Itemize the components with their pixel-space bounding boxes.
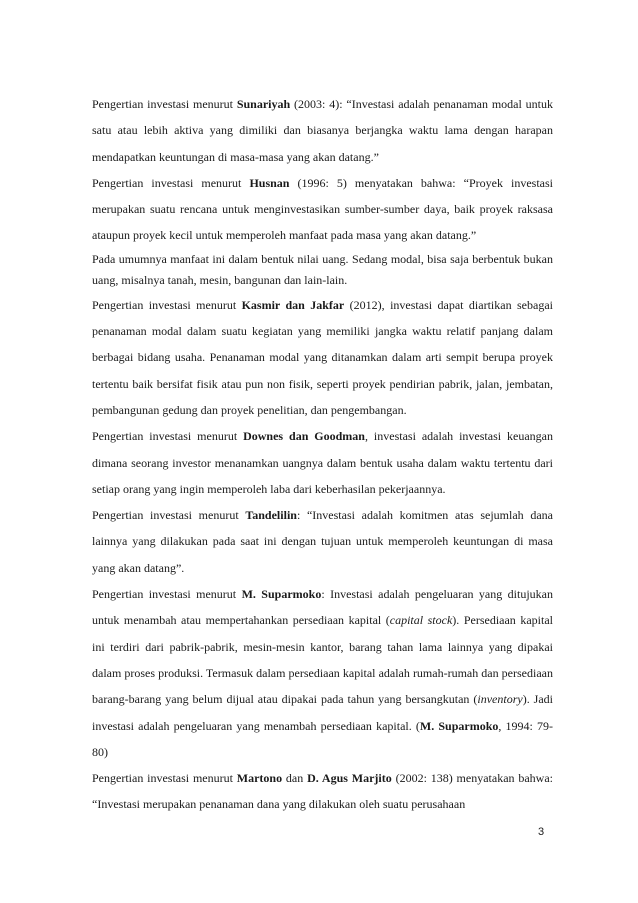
- body-text: [92, 91, 553, 818]
- author-name: Kasmir dan Jakfar: [241, 297, 345, 312]
- text-run: ). Persediaan kapital ini terdiri dari pabrik-pabrik, mesin-mesin kantor, barang tahan lama lainnya yang dipakai dalam proses produksi. Termasuk dalam persediaan kapital adalah rumah-rumah dan persediaan barang-barang yang belum dijual atau dipakai pada tahun yang bersangkutan (: [92, 613, 553, 707]
- text-run: Pengertian investasi menurut: [92, 97, 237, 111]
- author-name: D. Agus Marjito: [307, 771, 392, 786]
- author-name: Sunariyah: [236, 97, 291, 111]
- paragraph-husnan-continued: [92, 249, 553, 292]
- author-name: Martono: [236, 771, 283, 786]
- text-run: (1996: 5) menyatakan bahwa: “Proyek investasi merupakan suatu rencana untuk menginvestasikan sumber-sumber daya, baik proyek raksasa ataupun proyek kecil untuk memperoleh manfaat pada masa yang akan datang.”: [92, 175, 553, 243]
- paragraph-sunariyah: [92, 91, 553, 170]
- text-run: (2002: 138) menyatakan bahwa: “Investasi merupakan penanaman dana yang dilakukan oleh suatu perusahaan: [92, 771, 554, 812]
- text-run: (2003: 4): “Investasi adalah penanaman modal untuk satu atau lebih aktiva yang dimiliki dan biasanya berjangka waktu lama dengan harapan mendapatkan keuntungan di masa-masa yang akan datang.”: [92, 97, 553, 164]
- page-number: 3: [538, 826, 545, 838]
- text-run: dan: [282, 771, 308, 786]
- paragraph-downes-goodman: [92, 423, 553, 502]
- text-run: (2012), investasi dapat diartikan sebagai penanaman modal dalam suatu kegiatan yang memiliki jangka waktu relatif panjang dalam berbagai bidang usaha. Penanaman modal yang ditanamkan dalam arti sempit berupa proyek tertentu baik bersifat fisik atau pun non fisik, seperti proyek pendirian pabrik, jalan, jembatan, pembangunan gedung dan proyek penelitian, dan pengembangan.: [92, 297, 553, 417]
- text-run: : “Investasi adalah komitmen atas sejumlah dana lainnya yang dilakukan pada saat ini dengan tujuan untuk memperoleh keuntungan di masa yang akan datang”.: [92, 508, 553, 575]
- text-run: ). Jadi investasi adalah pengeluaran yang menambah persediaan kapital. (: [92, 692, 553, 733]
- paragraph-tandelilin: [92, 502, 553, 581]
- text-run: Pada umumnya manfaat ini dalam bentuk nilai uang. Sedang modal, bisa saja berbentuk bukan uang, misalnya tanah, mesin, bangunan dan lain-lain.: [92, 251, 553, 288]
- text-run: : Investasi adalah pengeluaran yang ditujukan untuk menambah atau mempertahankan persediaan kapital (: [92, 587, 554, 628]
- italic-term: capital stock: [389, 613, 453, 628]
- text-run: Pengertian investasi menurut: [92, 587, 242, 602]
- author-name: Husnan: [249, 175, 290, 190]
- paragraph-suparmoko: [92, 581, 553, 765]
- author-name: Tandelilin: [245, 508, 297, 523]
- text-run: Pengertian investasi menurut: [92, 175, 250, 190]
- author-name: Downes dan Goodman: [243, 429, 365, 444]
- text-run: Pengertian investasi menurut: [92, 429, 244, 444]
- text-run: Pengertian investasi menurut: [92, 297, 242, 312]
- paragraph-martono-marjito: [92, 765, 553, 818]
- text-run: Pengertian investasi menurut: [92, 771, 237, 786]
- text-run: Pengertian investasi menurut: [92, 508, 246, 523]
- italic-term: inventory: [477, 692, 523, 707]
- paragraph-husnan: [92, 170, 553, 249]
- text-run: , investasi adalah investasi keuangan dimana seorang investor menanamkan uangnya dalam bentuk usaha dalam waktu tertentu dari setiap orang yang ingin memperoleh laba dari keberhasilan pekerjaannya.: [92, 429, 553, 496]
- text-run: , 1994: 79-80): [92, 718, 554, 759]
- author-name: M. Suparmoko: [419, 718, 499, 733]
- author-name: M. Suparmoko: [241, 587, 322, 602]
- paragraph-kasmir-jakfar: [92, 292, 553, 423]
